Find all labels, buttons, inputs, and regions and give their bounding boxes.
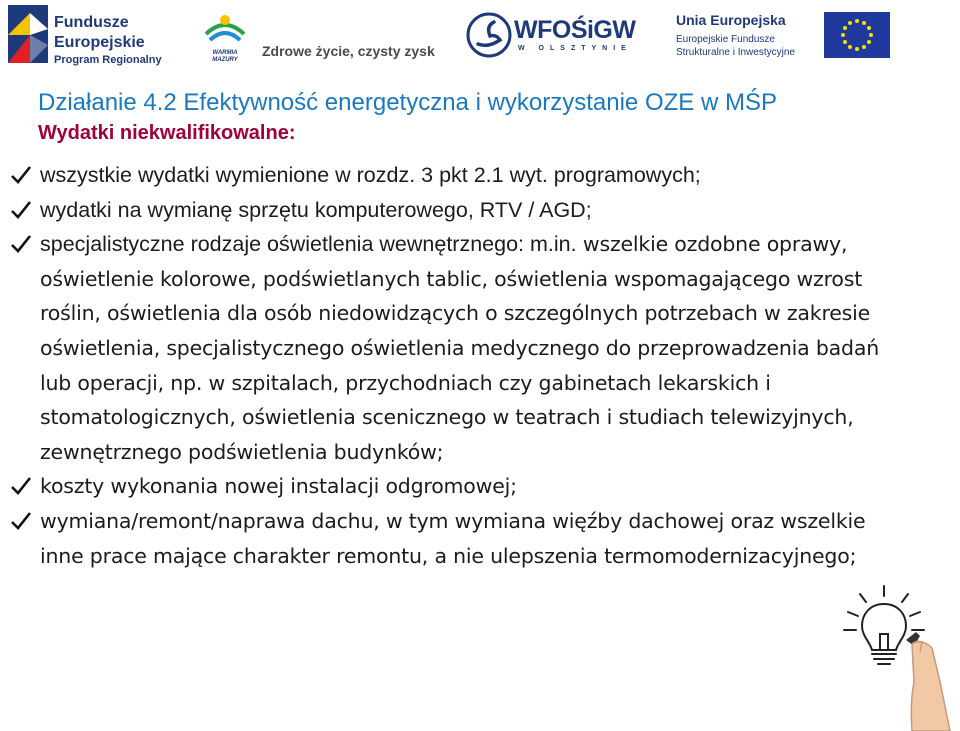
warmia-mazury-caption: WARMIA MAZURY bbox=[212, 50, 238, 63]
warmia-mazury-emblem-icon bbox=[200, 10, 250, 50]
checkmark-icon bbox=[10, 164, 32, 186]
eu-flag-icon bbox=[824, 12, 890, 58]
wfosigw-name: WFOŚiGW bbox=[514, 16, 636, 44]
section-subtitle: Wydatki niekwalifikowalne: bbox=[38, 122, 296, 144]
list-item-text: koszty wykonania nowej instalacji odgromowej; bbox=[40, 474, 517, 499]
wfosigw-sub: W OLSZTYNIE bbox=[518, 45, 632, 52]
checkmark-icon bbox=[10, 510, 32, 532]
list-item bbox=[10, 227, 915, 469]
slogan: Zdrowe życie, czysty zysk bbox=[262, 43, 435, 59]
logo-bar bbox=[0, 0, 960, 70]
list-item-text: wydatki na wymianę sprzętu komputerowego, RTV / AGD; bbox=[40, 197, 592, 222]
list-item-lead: specjalistyczne rodzaje oświetlenia wewnętrznego: m.in. bbox=[40, 232, 577, 257]
list-item bbox=[10, 193, 915, 228]
ue-line3: Strukturalne i Inwestycyjne bbox=[676, 47, 795, 58]
unia-europejska-logo bbox=[676, 10, 896, 62]
ue-line2: Europejskie Fundusze bbox=[676, 34, 775, 45]
warmia-mazury-logo bbox=[200, 10, 250, 62]
fundusze-europejskie-logo bbox=[8, 5, 168, 66]
lightbulb-hand-icon bbox=[840, 582, 958, 731]
list-item-text: wszystkie wydatki wymienione w rozdz. 3 pkt 2.1 wyt. programowych; bbox=[40, 163, 701, 187]
checkmark-icon bbox=[10, 475, 32, 497]
fe-line2: Europejskie bbox=[54, 34, 145, 51]
list-item bbox=[10, 158, 915, 193]
fe-line3: Program Regionalny bbox=[54, 54, 162, 66]
list-item-text: wymiana/remont/naprawa dachu, w tym wymiana więźby dachowej oraz wszelkie inne prace mające charakter remontu, a nie ulepszenia termomodernizacyjnego; bbox=[40, 508, 866, 568]
list-item bbox=[10, 504, 915, 573]
fe-line1: Fundusze bbox=[54, 14, 129, 31]
swan-icon bbox=[466, 12, 512, 58]
fe-star-mark-icon bbox=[8, 5, 48, 63]
list-item-text: wszelkie ozdobne oprawy, oświetlenie kolorowe, podświetlanych tablic, oświetlenia wspomagającego wzrost roślin, oświetlenia dla osób niedowidzących o szczególnych potrzebach w zakresie oświetlenia, specjalistycznego oświetlenia medycznego do przeprowadzenia badań lub operacji, np. w szpitalach, przychodniach czy gabinetach lekarskich i stomatologicznych, oświetlenia scenicznego w teatrach i studiach telewizyjnych, zewnętrznego podświetlenia budynków; bbox=[40, 232, 879, 464]
checkmark-icon bbox=[10, 199, 32, 221]
ineligible-expenses-list bbox=[10, 158, 915, 573]
checkmark-icon bbox=[10, 233, 32, 255]
list-item bbox=[10, 469, 915, 504]
page-title: Działanie 4.2 Efektywność energetyczna i wykorzystanie OZE w MŚP bbox=[38, 89, 777, 116]
wfosigw-logo bbox=[466, 12, 636, 60]
ue-line1: Unia Europejska bbox=[676, 12, 786, 28]
